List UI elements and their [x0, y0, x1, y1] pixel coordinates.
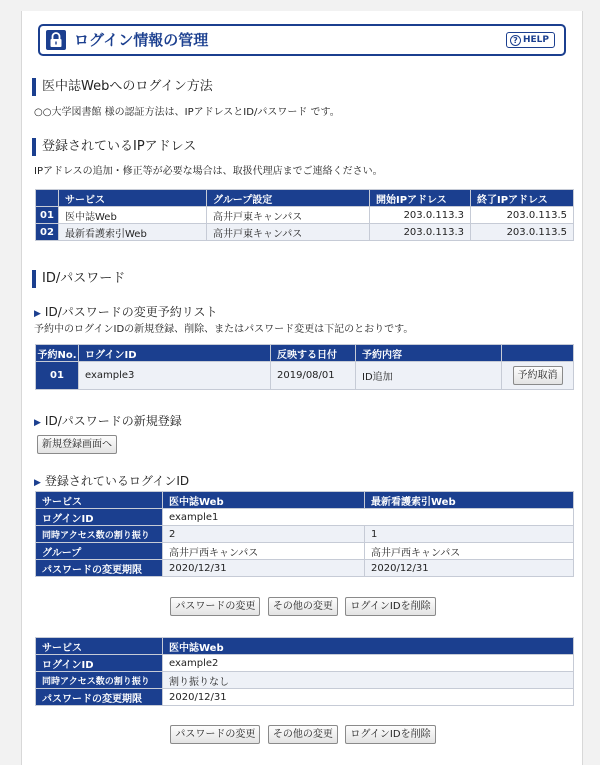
- row-label: グループ: [36, 543, 163, 560]
- login-method-heading: 医中誌Webへのログイン方法: [32, 78, 213, 96]
- cancel-reservation-button[interactable]: 予約取消: [513, 366, 563, 385]
- group-cell: 高井戸東キャンパス: [207, 207, 370, 224]
- expiry-value: 2020/12/31: [163, 689, 574, 706]
- row-label: サービス: [36, 638, 163, 655]
- account-table-1: [35, 491, 574, 577]
- table-row: [36, 543, 574, 560]
- table-row: [36, 672, 574, 689]
- ip-section-note: IPアドレスの追加・修正等が必要な場合は、取扱代理店までご連絡ください。: [34, 166, 383, 177]
- reservation-note: 予約中のログインIDの新規登録、削除、またはパスワード変更は下記のとおりです。: [34, 324, 414, 335]
- page-title: ログイン情報の管理: [74, 31, 209, 49]
- column-header: ログインID: [79, 345, 271, 362]
- action-cell: [502, 362, 574, 390]
- ip-section-heading: 登録されているIPアドレス: [32, 138, 196, 156]
- column-header: [502, 345, 574, 362]
- page-header: [38, 24, 566, 56]
- id-section-heading: ID/パスワード: [32, 270, 125, 288]
- lock-icon: [46, 30, 66, 50]
- row-label: 同時アクセス数の割り振り: [36, 526, 163, 543]
- help-button[interactable]: [506, 32, 555, 48]
- expiry-value: 2020/12/31: [163, 560, 365, 577]
- registered-ids-heading: ▶ 登録されているログインID: [34, 474, 190, 488]
- page: [21, 11, 583, 765]
- table-header-row: [36, 190, 574, 207]
- service-cell: 医中誌Web: [59, 207, 207, 224]
- login-id-value: example2: [163, 655, 574, 672]
- date-cell: 2019/08/01: [271, 362, 356, 390]
- concurrent-value: 2: [163, 526, 365, 543]
- end-ip-cell: 203.0.113.5: [471, 224, 574, 241]
- reservation-number: 01: [36, 362, 79, 390]
- delete-login-id-button[interactable]: ログインIDを削除: [345, 725, 435, 744]
- new-registration-button[interactable]: 新規登録画面へ: [37, 435, 117, 454]
- table-row: [36, 689, 574, 706]
- table-row: [36, 362, 574, 390]
- row-number: 02: [36, 224, 59, 241]
- start-ip-cell: 203.0.113.3: [370, 207, 471, 224]
- column-header: 反映する日付: [271, 345, 356, 362]
- concurrent-value: 1: [365, 526, 574, 543]
- ip-address-table: [35, 189, 574, 241]
- question-icon: ?: [510, 35, 521, 46]
- expiry-value: 2020/12/31: [365, 560, 574, 577]
- other-changes-button[interactable]: その他の変更: [268, 725, 338, 744]
- table-header-row: [36, 345, 574, 362]
- group-value: 高井戸西キャンパス: [365, 543, 574, 560]
- column-header: 開始IPアドレス: [370, 190, 471, 207]
- reservation-table: [35, 344, 574, 390]
- column-header: グループ設定: [207, 190, 370, 207]
- group-value: 高井戸西キャンパス: [163, 543, 365, 560]
- column-header: サービス: [59, 190, 207, 207]
- triangle-icon: ▶: [34, 418, 41, 428]
- content-cell: ID追加: [356, 362, 502, 390]
- row-label: ログインID: [36, 655, 163, 672]
- row-number: 01: [36, 207, 59, 224]
- delete-login-id-button[interactable]: ログインIDを削除: [345, 597, 435, 616]
- service-header: 最新看護索引Web: [365, 492, 574, 509]
- concurrent-value: 割り振りなし: [163, 672, 574, 689]
- account-1-actions: [22, 597, 584, 616]
- login-id-value: example1: [163, 509, 574, 526]
- service-header: 医中誌Web: [163, 638, 574, 655]
- table-row: [36, 224, 574, 241]
- reservation-heading: ▶ ID/パスワードの変更予約リスト: [34, 305, 218, 319]
- end-ip-cell: 203.0.113.5: [471, 207, 574, 224]
- triangle-icon: ▶: [34, 309, 41, 319]
- account-table-2: [35, 637, 574, 706]
- start-ip-cell: 203.0.113.3: [370, 224, 471, 241]
- row-label: 同時アクセス数の割り振り: [36, 672, 163, 689]
- row-label: パスワードの変更期限: [36, 560, 163, 577]
- table-row: [36, 492, 574, 509]
- new-registration-heading: ▶ ID/パスワードの新規登録: [34, 414, 182, 428]
- login-method-description: ○○大学図書館 様の認証方法は、IPアドレスとID/パスワード です。: [34, 107, 340, 118]
- change-password-button[interactable]: パスワードの変更: [170, 597, 260, 616]
- row-label: パスワードの変更期限: [36, 689, 163, 706]
- help-label: HELP: [522, 35, 549, 45]
- column-header: [36, 190, 59, 207]
- column-header: 予約No.: [36, 345, 79, 362]
- column-header: 終了IPアドレス: [471, 190, 574, 207]
- triangle-icon: ▶: [34, 478, 41, 488]
- other-changes-button[interactable]: その他の変更: [268, 597, 338, 616]
- login-id-cell: example3: [79, 362, 271, 390]
- column-header: 予約内容: [356, 345, 502, 362]
- row-label: サービス: [36, 492, 163, 509]
- table-row: [36, 655, 574, 672]
- table-row: [36, 638, 574, 655]
- table-row: [36, 207, 574, 224]
- group-cell: 高井戸東キャンパス: [207, 224, 370, 241]
- table-row: [36, 509, 574, 526]
- service-header: 医中誌Web: [163, 492, 365, 509]
- change-password-button[interactable]: パスワードの変更: [170, 725, 260, 744]
- account-2-actions: [22, 725, 584, 744]
- row-label: ログインID: [36, 509, 163, 526]
- service-cell: 最新看護索引Web: [59, 224, 207, 241]
- table-row: [36, 526, 574, 543]
- table-row: [36, 560, 574, 577]
